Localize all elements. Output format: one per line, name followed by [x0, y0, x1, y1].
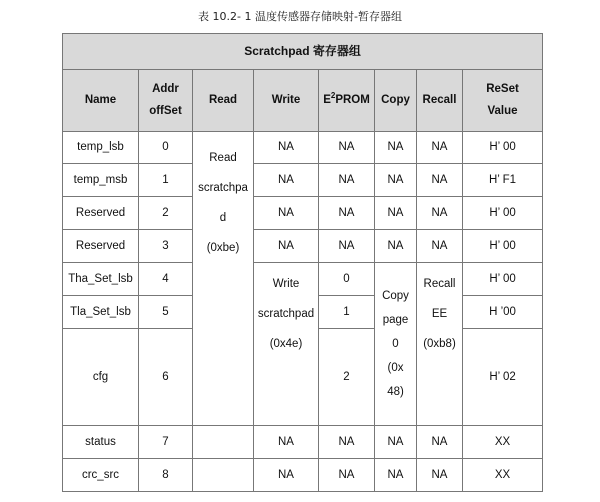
- cell-write: NA: [254, 164, 319, 197]
- header-addr-line1: Addr: [152, 83, 179, 96]
- cell-name: Reserved: [63, 197, 139, 230]
- cell-recall-merged: [417, 262, 463, 425]
- write-line: Write: [272, 278, 300, 291]
- cell-eeprom: 0: [319, 262, 375, 295]
- cell-reset: H’ 00: [463, 131, 543, 164]
- copy-line: (0x: [387, 362, 404, 375]
- cell-copy: NA: [375, 230, 417, 263]
- cell-write: NA: [254, 197, 319, 230]
- cell-read-merged: [193, 131, 254, 426]
- copy-line: page: [382, 314, 409, 327]
- header-reset-value: [463, 69, 543, 131]
- cell-eeprom: NA: [319, 230, 375, 263]
- recall-line: Recall: [423, 278, 456, 291]
- cell-addr: 4: [139, 262, 193, 295]
- header-eeprom: [319, 69, 375, 131]
- cell-reset: H’ 00: [463, 262, 543, 295]
- header-name: Name: [63, 69, 139, 131]
- cell-copy: NA: [375, 426, 417, 459]
- read-line: scratchpa: [198, 182, 248, 195]
- cell-eeprom: NA: [319, 426, 375, 459]
- copy-line: 0: [392, 338, 399, 351]
- table-title: Scratchpad 寄存器组: [63, 34, 543, 70]
- table-row: [63, 262, 543, 295]
- cell-read: [193, 459, 254, 492]
- cell-name: temp_msb: [63, 164, 139, 197]
- cell-addr: 0: [139, 131, 193, 164]
- cell-write-merged: [254, 262, 319, 425]
- write-line: (0x4e): [269, 338, 303, 351]
- cell-copy: NA: [375, 131, 417, 164]
- header-reset-line1: ReSet: [486, 83, 519, 96]
- cell-addr: 3: [139, 230, 193, 263]
- cell-eeprom: NA: [319, 131, 375, 164]
- cell-recall: NA: [417, 197, 463, 230]
- cell-reset: H’ 00: [463, 197, 543, 230]
- cell-recall: NA: [417, 164, 463, 197]
- table-caption: 表 10.2- 1 温度传感器存储映射-暂存器组: [198, 10, 402, 23]
- scratchpad-register-table: [62, 33, 543, 492]
- read-line: (0xbe): [206, 242, 240, 255]
- cell-reset: XX: [463, 426, 543, 459]
- cell-eeprom: 1: [319, 295, 375, 328]
- cell-copy-merged: [375, 262, 417, 425]
- cell-reset: H’ F1: [463, 164, 543, 197]
- table-row: [63, 164, 543, 197]
- cell-name: status: [63, 426, 139, 459]
- cell-eeprom: NA: [319, 197, 375, 230]
- cell-eeprom: NA: [319, 164, 375, 197]
- cell-recall: NA: [417, 459, 463, 492]
- write-line: scratchpad: [257, 308, 315, 321]
- cell-recall: NA: [417, 131, 463, 164]
- cell-name: crc_src: [63, 459, 139, 492]
- cell-eeprom: 2: [319, 328, 375, 426]
- table-row: [63, 197, 543, 230]
- cell-name: cfg: [63, 328, 139, 426]
- table-row: [63, 426, 543, 459]
- cell-write: NA: [254, 230, 319, 263]
- cell-addr: 7: [139, 426, 193, 459]
- header-addr-offset: [139, 69, 193, 131]
- cell-eeprom: NA: [319, 459, 375, 492]
- copy-line: Copy: [382, 290, 409, 303]
- header-copy: Copy: [375, 69, 417, 131]
- header-read: Read: [193, 69, 254, 131]
- cell-write: NA: [254, 426, 319, 459]
- recall-line: (0xb8): [423, 338, 456, 351]
- cell-reset: H ’00: [463, 295, 543, 328]
- cell-recall: NA: [417, 426, 463, 459]
- cell-addr: 8: [139, 459, 193, 492]
- table-row: [63, 131, 543, 164]
- cell-copy: NA: [375, 197, 417, 230]
- table-row: [63, 459, 543, 492]
- cell-addr: 2: [139, 197, 193, 230]
- cell-reset: XX: [463, 459, 543, 492]
- header-eeprom-suffix: PROM: [335, 94, 370, 107]
- header-eeprom-sup: 2: [330, 91, 336, 101]
- cell-addr: 1: [139, 164, 193, 197]
- cell-copy: NA: [375, 459, 417, 492]
- cell-name: Tha_Set_lsb: [63, 262, 139, 295]
- cell-copy: NA: [375, 164, 417, 197]
- cell-reset: H’ 00: [463, 230, 543, 263]
- cell-name: temp_lsb: [63, 131, 139, 164]
- header-eeprom-prefix: E: [323, 94, 331, 107]
- cell-reset: H’ 02: [463, 328, 543, 426]
- cell-write: NA: [254, 459, 319, 492]
- read-line: d: [219, 212, 227, 225]
- header-reset-line2: Value: [487, 105, 518, 118]
- header-addr-line2: offSet: [149, 105, 182, 118]
- cell-recall: NA: [417, 230, 463, 263]
- cell-name: Reserved: [63, 230, 139, 263]
- header-write: Write: [254, 69, 319, 131]
- read-line: Read: [209, 152, 237, 165]
- cell-name: Tla_Set_lsb: [63, 295, 139, 328]
- header-recall: Recall: [417, 69, 463, 131]
- recall-line: EE: [431, 308, 448, 321]
- copy-line: 48): [387, 386, 404, 399]
- cell-read: [193, 426, 254, 459]
- cell-write: NA: [254, 131, 319, 164]
- cell-addr: 5: [139, 295, 193, 328]
- table-row: [63, 230, 543, 263]
- cell-addr: 6: [139, 328, 193, 426]
